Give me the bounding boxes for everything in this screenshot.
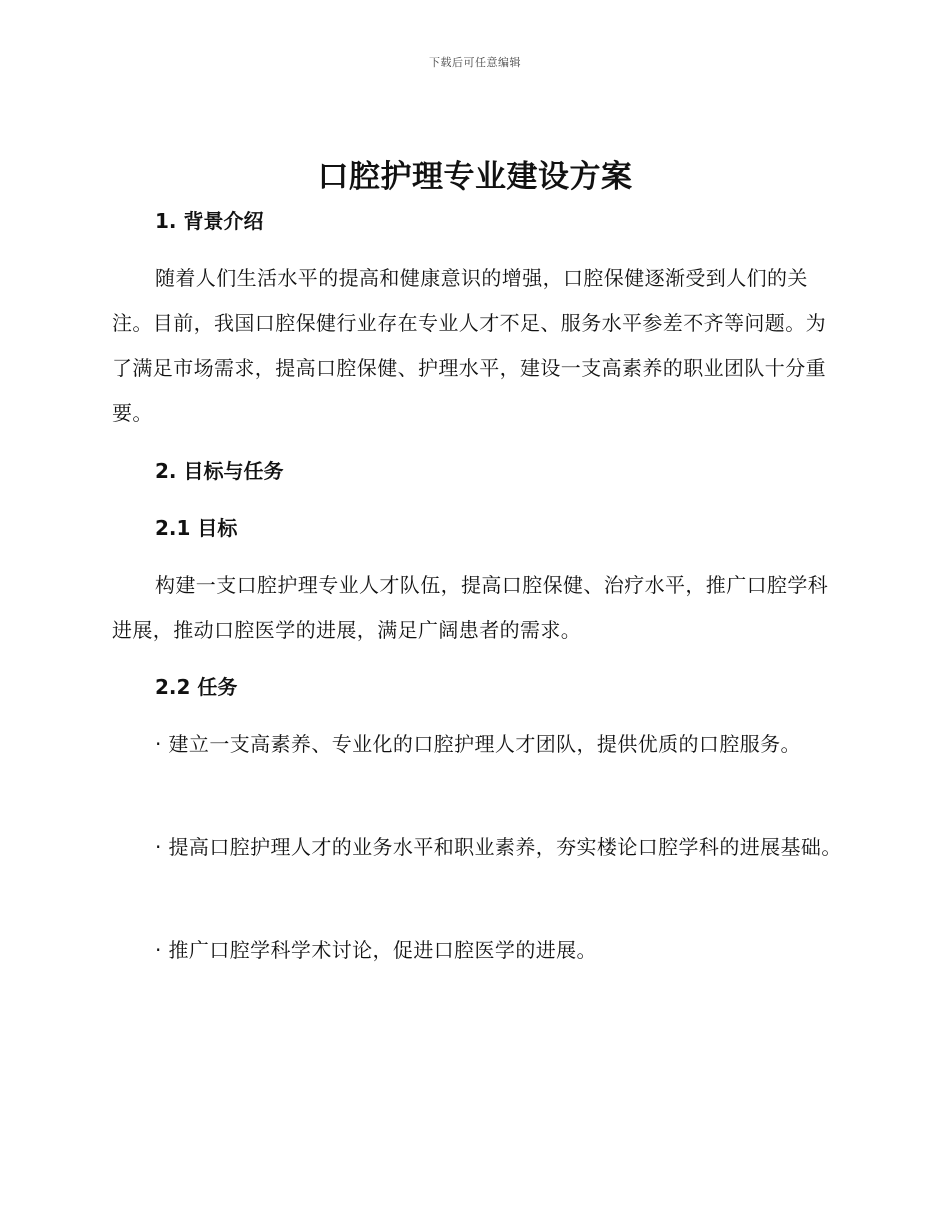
- task-list-item: · 建立一支高素养、专业化的口腔护理人才团队，提供优质的口腔服务。: [155, 732, 801, 756]
- document-title: 口腔护理专业建设方案: [317, 159, 633, 195]
- page-header-note: 下载后可任意编辑: [429, 56, 521, 69]
- paragraph-goals: 构建一支口腔护理专业人才队伍，提高口腔保健、治疗水平，推广口腔学科进展，推动口腔医学的进展，满足广阔患者的需求。: [112, 573, 829, 642]
- section-heading-background: 1. 背景介绍: [155, 209, 264, 233]
- section-heading-goals-tasks: 2. 目标与任务: [155, 459, 284, 483]
- task-list-item: · 提高口腔护理人才的业务水平和职业素养，夯实楼论口腔学科的进展基础。: [155, 835, 842, 859]
- task-list-item: · 推广口腔学科学术讨论，促进口腔医学的进展。: [155, 938, 597, 962]
- paragraph-background: 随着人们生活水平的提高和健康意识的增强，口腔保健逐渐受到人们的关注。目前，我国口腔保健行业存在专业人才不足、服务水平参差不齐等问题。为了满足市场需求，提高口腔保健、护理水平，建设一支高素养的职业团队十分重要。: [112, 266, 826, 425]
- subsection-heading-goals: 2.1 目标: [155, 516, 238, 540]
- subsection-heading-tasks: 2.2 任务: [155, 675, 238, 699]
